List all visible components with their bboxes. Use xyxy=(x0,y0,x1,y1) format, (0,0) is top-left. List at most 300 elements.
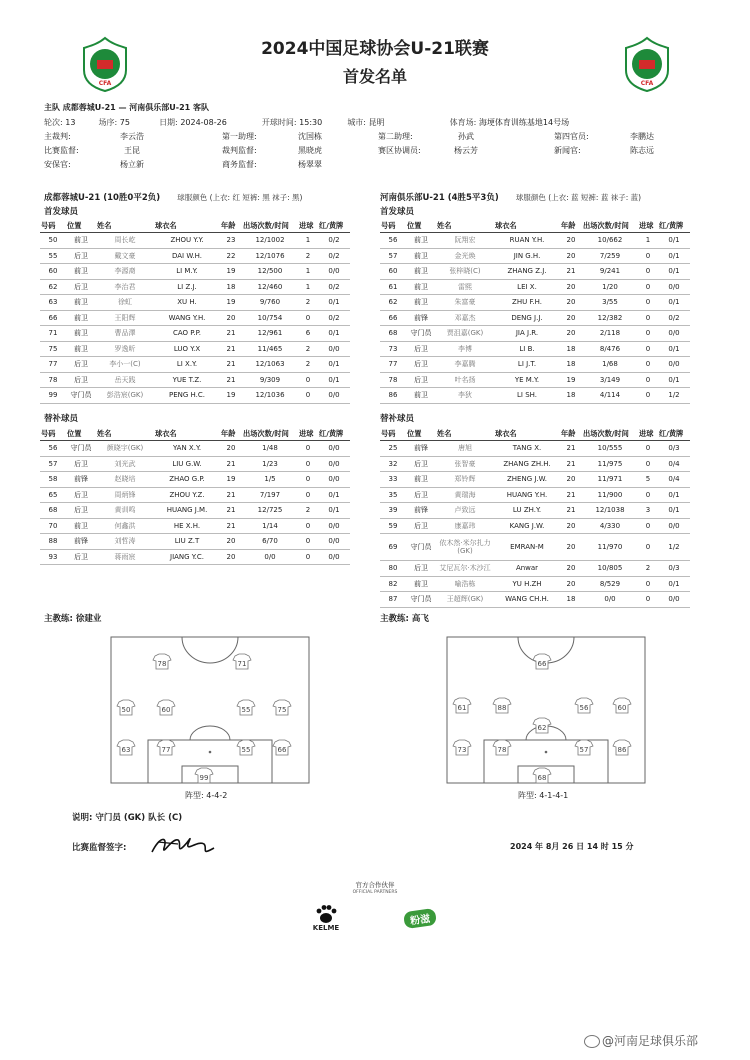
cell-shirt: Anwar xyxy=(494,561,560,577)
player-number: 63 xyxy=(121,746,131,754)
cell-name: 艾尼瓦尔·木沙江 xyxy=(436,561,494,577)
cell-apps: 10/555 xyxy=(582,441,638,457)
cell-pos: 守门员 xyxy=(406,534,436,561)
cell-cards: 0/4 xyxy=(658,472,690,488)
player-shirt xyxy=(453,698,471,713)
table-row xyxy=(380,576,690,592)
player-number: 75 xyxy=(277,706,287,714)
officials-grid xyxy=(44,131,724,175)
official-role: 赛区协调员: xyxy=(378,146,421,155)
cell-pos: 前卫 xyxy=(66,295,96,311)
official-entry xyxy=(222,159,340,170)
signature xyxy=(148,830,218,860)
cell-pos: 前卫 xyxy=(406,295,436,311)
cell-goals: 0 xyxy=(298,518,318,534)
player-number: 66 xyxy=(277,746,287,754)
cell-apps: 4/330 xyxy=(582,518,638,534)
cell-goals: 0 xyxy=(298,472,318,488)
cell-no: 62 xyxy=(380,295,406,311)
cell-name: 张智豪 xyxy=(436,456,494,472)
cell-name: 周长屹 xyxy=(96,233,154,249)
column-header-name: 姓名 xyxy=(436,220,494,233)
player-number: 99 xyxy=(199,774,209,782)
cell-goals: 0 xyxy=(638,534,658,561)
cell-shirt: YAN X.Y. xyxy=(154,441,220,457)
cell-age: 20 xyxy=(560,472,582,488)
cell-pos: 前锋 xyxy=(406,441,436,457)
cell-pos: 前卫 xyxy=(406,248,436,264)
cell-age: 19 xyxy=(220,295,242,311)
away-starters-table xyxy=(380,220,690,404)
cell-age: 23 xyxy=(220,233,242,249)
cell-no: 66 xyxy=(40,310,66,326)
cell-cards: 0/1 xyxy=(658,233,690,249)
table-row xyxy=(40,341,350,357)
cell-apps: 8/529 xyxy=(582,576,638,592)
cell-shirt: LIU Z.T xyxy=(154,534,220,550)
table-row xyxy=(380,503,690,519)
cell-cards: 0/1 xyxy=(658,264,690,280)
svg-text:CFA: CFA xyxy=(98,80,112,87)
cell-cards: 0/0 xyxy=(318,441,350,457)
cell-cards: 0/0 xyxy=(658,592,690,608)
home-formation: 阵型: 4-4-2 xyxy=(185,791,228,800)
column-header-pos: 位置 xyxy=(406,428,436,441)
column-header-apps: 出场次数/时间 xyxy=(582,220,638,233)
cell-name: 蒋雨宸 xyxy=(96,549,154,565)
cell-name: 罗逸昕 xyxy=(96,341,154,357)
cell-pos: 后卫 xyxy=(406,561,436,577)
cell-goals: 0 xyxy=(638,310,658,326)
cell-goals: 0 xyxy=(638,456,658,472)
official-role: 第四官员: xyxy=(554,132,589,141)
cell-cards: 0/1 xyxy=(318,357,350,373)
cell-cards: 0/1 xyxy=(658,341,690,357)
official-name: 杨立新 xyxy=(120,160,144,169)
cell-cards: 0/0 xyxy=(318,264,350,280)
official-role: 主裁判: xyxy=(44,132,71,141)
official-role: 比赛监督: xyxy=(44,146,79,155)
table-row xyxy=(40,310,350,326)
cell-apps: 12/500 xyxy=(242,264,298,280)
cell-no: 35 xyxy=(380,487,406,503)
signature-label: 比赛监督签字: xyxy=(72,843,127,853)
home-team-header: 成都蓉城U-21 (10胜0平2负) 球服颜色 (上衣: 红 短裤: 黑 袜子: 黑) xyxy=(44,193,303,203)
cell-apps: 9/760 xyxy=(242,295,298,311)
official-entry xyxy=(222,145,340,156)
home-coach: 主教练: 徐建业 xyxy=(44,614,102,624)
cell-goals: 2 xyxy=(638,561,658,577)
cell-shirt: LI B. xyxy=(494,341,560,357)
cell-name: 卢致远 xyxy=(436,503,494,519)
cell-name: 刘哲涛 xyxy=(96,534,154,550)
cell-age: 21 xyxy=(560,264,582,280)
cell-name: 依木然·米尔扎力(GK) xyxy=(436,534,494,561)
official-entry xyxy=(222,131,340,142)
cell-no: 75 xyxy=(40,341,66,357)
cell-cards: 0/0 xyxy=(318,549,350,565)
away-formation-pitch xyxy=(446,636,646,784)
cell-goals: 0 xyxy=(298,549,318,565)
cell-age: 18 xyxy=(220,279,242,295)
cell-no: 80 xyxy=(380,561,406,577)
official-name: 李鹏达 xyxy=(630,132,654,141)
cell-pos: 后卫 xyxy=(66,279,96,295)
cell-pos: 后卫 xyxy=(406,372,436,388)
cell-goals: 2 xyxy=(298,503,318,519)
partners-en: OFFICIAL PARTNERS xyxy=(352,890,398,895)
table-row xyxy=(40,233,350,249)
cell-no: 70 xyxy=(40,518,66,534)
cell-shirt: TANG X. xyxy=(494,441,560,457)
cell-name: 赵晓培 xyxy=(96,472,154,488)
cell-goals: 0 xyxy=(638,264,658,280)
official-role: 安保官: xyxy=(44,160,71,169)
cell-apps: 6/70 xyxy=(242,534,298,550)
cell-apps: 10/754 xyxy=(242,310,298,326)
cell-shirt: YU H.ZH xyxy=(494,576,560,592)
table-row xyxy=(380,561,690,577)
official-name: 杨翠翠 xyxy=(298,160,322,169)
table-row xyxy=(40,534,350,550)
player-shirt xyxy=(153,654,171,669)
column-header-apps: 出场次数/时间 xyxy=(582,428,638,441)
cell-cards: 0/0 xyxy=(658,279,690,295)
cell-age: 19 xyxy=(220,472,242,488)
column-header-no: 号码 xyxy=(380,428,406,441)
cell-name: 郑铃辉 xyxy=(436,472,494,488)
column-header-no: 号码 xyxy=(40,220,66,233)
page-title: 2024中国足球协会U-21联赛 xyxy=(261,39,489,59)
cell-name: 邓嘉杰 xyxy=(436,310,494,326)
player-shirt xyxy=(533,718,551,733)
cell-pos: 后卫 xyxy=(406,487,436,503)
cell-shirt: ZHOU Y.Y. xyxy=(154,233,220,249)
cell-age: 21 xyxy=(220,357,242,373)
cell-cards: 0/1 xyxy=(658,295,690,311)
cell-shirt: ZHANG ZH.H. xyxy=(494,456,560,472)
table-row xyxy=(40,549,350,565)
table-header xyxy=(380,428,690,441)
column-header-pos: 位置 xyxy=(66,428,96,441)
watermark: @河南足球俱乐部 xyxy=(584,1032,698,1049)
cell-shirt: WANG Y.H. xyxy=(154,310,220,326)
cell-apps: 12/1002 xyxy=(242,233,298,249)
cell-apps: 11/900 xyxy=(582,487,638,503)
roster-table xyxy=(40,428,350,565)
player-shirt xyxy=(613,740,631,755)
table-row xyxy=(380,456,690,472)
cell-cards: 0/1 xyxy=(318,503,350,519)
official-name: 孙武 xyxy=(458,132,474,141)
cell-goals: 0 xyxy=(298,456,318,472)
away-team-header: 河南俱乐部U-21 (4胜5平3负) 球服颜色 (上衣: 蓝 短裤: 蓝 袜子: 蓝) xyxy=(380,193,642,203)
official-entry xyxy=(554,131,672,142)
table-row xyxy=(380,534,690,561)
cell-apps: 11/970 xyxy=(582,534,638,561)
cell-shirt: LI Z.J. xyxy=(154,279,220,295)
column-header-goals: 进球 xyxy=(638,220,658,233)
cell-no: 77 xyxy=(40,357,66,373)
column-header-age: 年龄 xyxy=(220,428,242,441)
cell-no: 57 xyxy=(380,248,406,264)
table-row xyxy=(40,357,350,373)
cell-no: 68 xyxy=(380,326,406,342)
table-row xyxy=(380,388,690,404)
cell-shirt: LU ZH.Y. xyxy=(494,503,560,519)
cell-goals: 0 xyxy=(638,295,658,311)
cell-name: 喻浩栋 xyxy=(436,576,494,592)
player-shirt xyxy=(233,654,251,669)
cell-no: 56 xyxy=(380,233,406,249)
away-subs-table xyxy=(380,428,690,608)
table-row xyxy=(380,441,690,457)
official-name: 王昆 xyxy=(124,146,140,155)
cell-apps: 1/68 xyxy=(582,357,638,373)
away-formation: 阵型: 4-1-4-1 xyxy=(518,791,569,800)
cell-apps: 12/1036 xyxy=(242,388,298,404)
table-row xyxy=(380,472,690,488)
cell-shirt: WANG CH.H. xyxy=(494,592,560,608)
official-entry xyxy=(44,131,162,142)
cell-shirt: CAO P.P. xyxy=(154,326,220,342)
cell-pos: 前卫 xyxy=(66,326,96,342)
roster-table xyxy=(40,220,350,404)
cell-age: 18 xyxy=(560,592,582,608)
cell-no: 77 xyxy=(380,357,406,373)
cell-no: 68 xyxy=(40,503,66,519)
column-header-goals: 进球 xyxy=(298,428,318,441)
cell-name: 戴文豪 xyxy=(96,248,154,264)
cell-age: 19 xyxy=(220,264,242,280)
cell-shirt: JIN G.H. xyxy=(494,248,560,264)
cell-shirt: JIA J.R. xyxy=(494,326,560,342)
cell-goals: 0 xyxy=(298,441,318,457)
cell-pos: 前卫 xyxy=(406,388,436,404)
cell-goals: 2 xyxy=(298,295,318,311)
cell-no: 61 xyxy=(380,279,406,295)
cell-cards: 0/0 xyxy=(658,518,690,534)
cell-no: 87 xyxy=(380,592,406,608)
table-row xyxy=(380,341,690,357)
cell-name: 王阳辉 xyxy=(96,310,154,326)
player-shirt xyxy=(237,700,255,715)
cell-name: 曹品澤 xyxy=(96,326,154,342)
cell-goals: 1 xyxy=(298,279,318,295)
cell-apps: 1/5 xyxy=(242,472,298,488)
player-shirt xyxy=(453,740,471,755)
official-name: 李云浩 xyxy=(120,132,144,141)
cell-shirt: ZHENG J.W. xyxy=(494,472,560,488)
cell-shirt: KANG J.W. xyxy=(494,518,560,534)
cell-cards: 0/0 xyxy=(318,534,350,550)
cell-goals: 6 xyxy=(298,326,318,342)
player-shirt xyxy=(157,700,175,715)
cell-no: 86 xyxy=(380,388,406,404)
column-header-shirt: 球衣名 xyxy=(154,220,220,233)
cell-goals: 0 xyxy=(638,372,658,388)
player-number: 73 xyxy=(457,746,467,754)
cell-pos: 前锋 xyxy=(66,472,96,488)
cell-name: 康嘉玮 xyxy=(436,518,494,534)
cell-age: 20 xyxy=(560,518,582,534)
cell-cards: 0/1 xyxy=(658,248,690,264)
player-number: 86 xyxy=(617,746,627,754)
cell-apps: 7/259 xyxy=(582,248,638,264)
table-row xyxy=(380,233,690,249)
cell-apps: 1/48 xyxy=(242,441,298,457)
cell-age: 18 xyxy=(560,341,582,357)
cell-cards: 0/3 xyxy=(658,561,690,577)
official-name: 黑晓虎 xyxy=(298,146,322,155)
player-number: 60 xyxy=(161,706,171,714)
column-header-pos: 位置 xyxy=(66,220,96,233)
cell-name: 黄训鸣 xyxy=(96,503,154,519)
official-name: 杨云芳 xyxy=(454,146,478,155)
cell-goals: 0 xyxy=(638,576,658,592)
cell-age: 20 xyxy=(560,326,582,342)
cell-age: 21 xyxy=(220,456,242,472)
table-row xyxy=(40,518,350,534)
official-name: 沈国栋 xyxy=(298,132,322,141)
cell-goals: 0 xyxy=(298,487,318,503)
player-number: 57 xyxy=(579,746,589,754)
player-shirt xyxy=(237,740,255,755)
cell-goals: 1 xyxy=(298,264,318,280)
player-number: 61 xyxy=(457,704,467,712)
player-shirt xyxy=(117,700,135,715)
match-info-row: 轮次: 13 场序: 75 日期: 2024-08-26 开球时间: 15:30 城市: 昆明 体育场: 海埂体育训练基地14号场 xyxy=(44,118,570,127)
player-number: 66 xyxy=(537,660,547,668)
cell-no: 60 xyxy=(40,264,66,280)
cell-name: 彭浩宸(GK) xyxy=(96,388,154,404)
cell-goals: 0 xyxy=(298,310,318,326)
cell-cards: 0/1 xyxy=(658,503,690,519)
cell-shirt: YE M.Y. xyxy=(494,372,560,388)
table-row xyxy=(380,310,690,326)
away-coach: 主教练: 高飞 xyxy=(380,614,429,624)
official-role: 第一助理: xyxy=(222,132,257,141)
table-row xyxy=(380,518,690,534)
column-header-name: 姓名 xyxy=(96,428,154,441)
column-header-cards: 红/黄牌 xyxy=(658,428,690,441)
column-header-age: 年龄 xyxy=(560,428,582,441)
cell-cards: 0/1 xyxy=(318,487,350,503)
player-number: 68 xyxy=(537,774,547,782)
cell-goals: 0 xyxy=(298,372,318,388)
cell-pos: 前卫 xyxy=(66,264,96,280)
player-shirt xyxy=(157,740,175,755)
cell-age: 21 xyxy=(220,341,242,357)
column-header-name: 姓名 xyxy=(96,220,154,233)
cell-age: 20 xyxy=(560,233,582,249)
cell-shirt: RUAN Y.H. xyxy=(494,233,560,249)
cell-shirt: LI J.T. xyxy=(494,357,560,373)
cell-cards: 0/0 xyxy=(318,388,350,404)
player-shirt xyxy=(493,698,511,713)
column-header-goals: 进球 xyxy=(298,220,318,233)
player-number: 55 xyxy=(241,706,251,714)
official-entry xyxy=(378,145,496,156)
cell-name: 李小一(C) xyxy=(96,357,154,373)
cell-cards: 1/2 xyxy=(658,534,690,561)
cell-name: 贾沮嘉(GK) xyxy=(436,326,494,342)
cell-shirt: ZHAO G.P. xyxy=(154,472,220,488)
player-shirt xyxy=(195,768,213,783)
cell-shirt: ZHU F.H. xyxy=(494,295,560,311)
cell-cards: 0/3 xyxy=(658,441,690,457)
player-shirt xyxy=(533,654,551,669)
official-entry xyxy=(44,159,162,170)
cell-name: 李治君 xyxy=(96,279,154,295)
cell-goals: 0 xyxy=(638,487,658,503)
player-shirt xyxy=(117,740,135,755)
cell-shirt: LUO Y.X xyxy=(154,341,220,357)
cell-apps: 9/309 xyxy=(242,372,298,388)
official-entry xyxy=(554,145,672,156)
cell-cards: 0/4 xyxy=(658,456,690,472)
table-header xyxy=(40,428,350,441)
table-row xyxy=(40,279,350,295)
cell-pos: 后卫 xyxy=(406,518,436,534)
cell-pos: 后卫 xyxy=(66,248,96,264)
column-header-goals: 进球 xyxy=(638,428,658,441)
cell-goals: 0 xyxy=(638,357,658,373)
cell-pos: 后卫 xyxy=(66,487,96,503)
cell-goals: 0 xyxy=(638,592,658,608)
table-header xyxy=(380,220,690,233)
cell-no: 39 xyxy=(380,503,406,519)
cell-name: 阮翔宏 xyxy=(436,233,494,249)
table-row xyxy=(40,248,350,264)
cell-cards: 0/0 xyxy=(658,326,690,342)
column-header-apps: 出场次数/时间 xyxy=(242,220,298,233)
table-row xyxy=(380,592,690,608)
cell-shirt: LI X.Y. xyxy=(154,357,220,373)
cell-pos: 前卫 xyxy=(66,341,96,357)
official-name: 陈志远 xyxy=(630,146,654,155)
official-role: 新闻官: xyxy=(554,146,581,155)
column-header-name: 姓名 xyxy=(436,428,494,441)
cell-goals: 0 xyxy=(638,441,658,457)
cell-name: 王超辉(GK) xyxy=(436,592,494,608)
cell-pos: 前锋 xyxy=(66,534,96,550)
cell-apps: 2/118 xyxy=(582,326,638,342)
home-formation-pitch xyxy=(110,636,310,784)
player-number: 60 xyxy=(617,704,627,712)
cell-pos: 前卫 xyxy=(406,576,436,592)
cell-shirt: DAI W.H. xyxy=(154,248,220,264)
cell-goals: 0 xyxy=(298,534,318,550)
cell-no: 99 xyxy=(40,388,66,404)
cell-shirt: PENG H.C. xyxy=(154,388,220,404)
cell-cards: 0/2 xyxy=(318,279,350,295)
cell-cards: 0/1 xyxy=(318,372,350,388)
column-header-shirt: 球衣名 xyxy=(494,428,560,441)
cell-name: 何鑫洪 xyxy=(96,518,154,534)
cell-goals: 1 xyxy=(638,233,658,249)
cell-age: 20 xyxy=(220,310,242,326)
table-row xyxy=(40,441,350,457)
cell-goals: 0 xyxy=(638,279,658,295)
cell-apps: 1/23 xyxy=(242,456,298,472)
cell-cards: 1/2 xyxy=(658,388,690,404)
cell-name: 李源裔 xyxy=(96,264,154,280)
cell-name: 刘光武 xyxy=(96,456,154,472)
home-starters-label: 首发球员 xyxy=(44,207,79,217)
cell-name: 李博 xyxy=(436,341,494,357)
cell-cards: 0/2 xyxy=(658,310,690,326)
